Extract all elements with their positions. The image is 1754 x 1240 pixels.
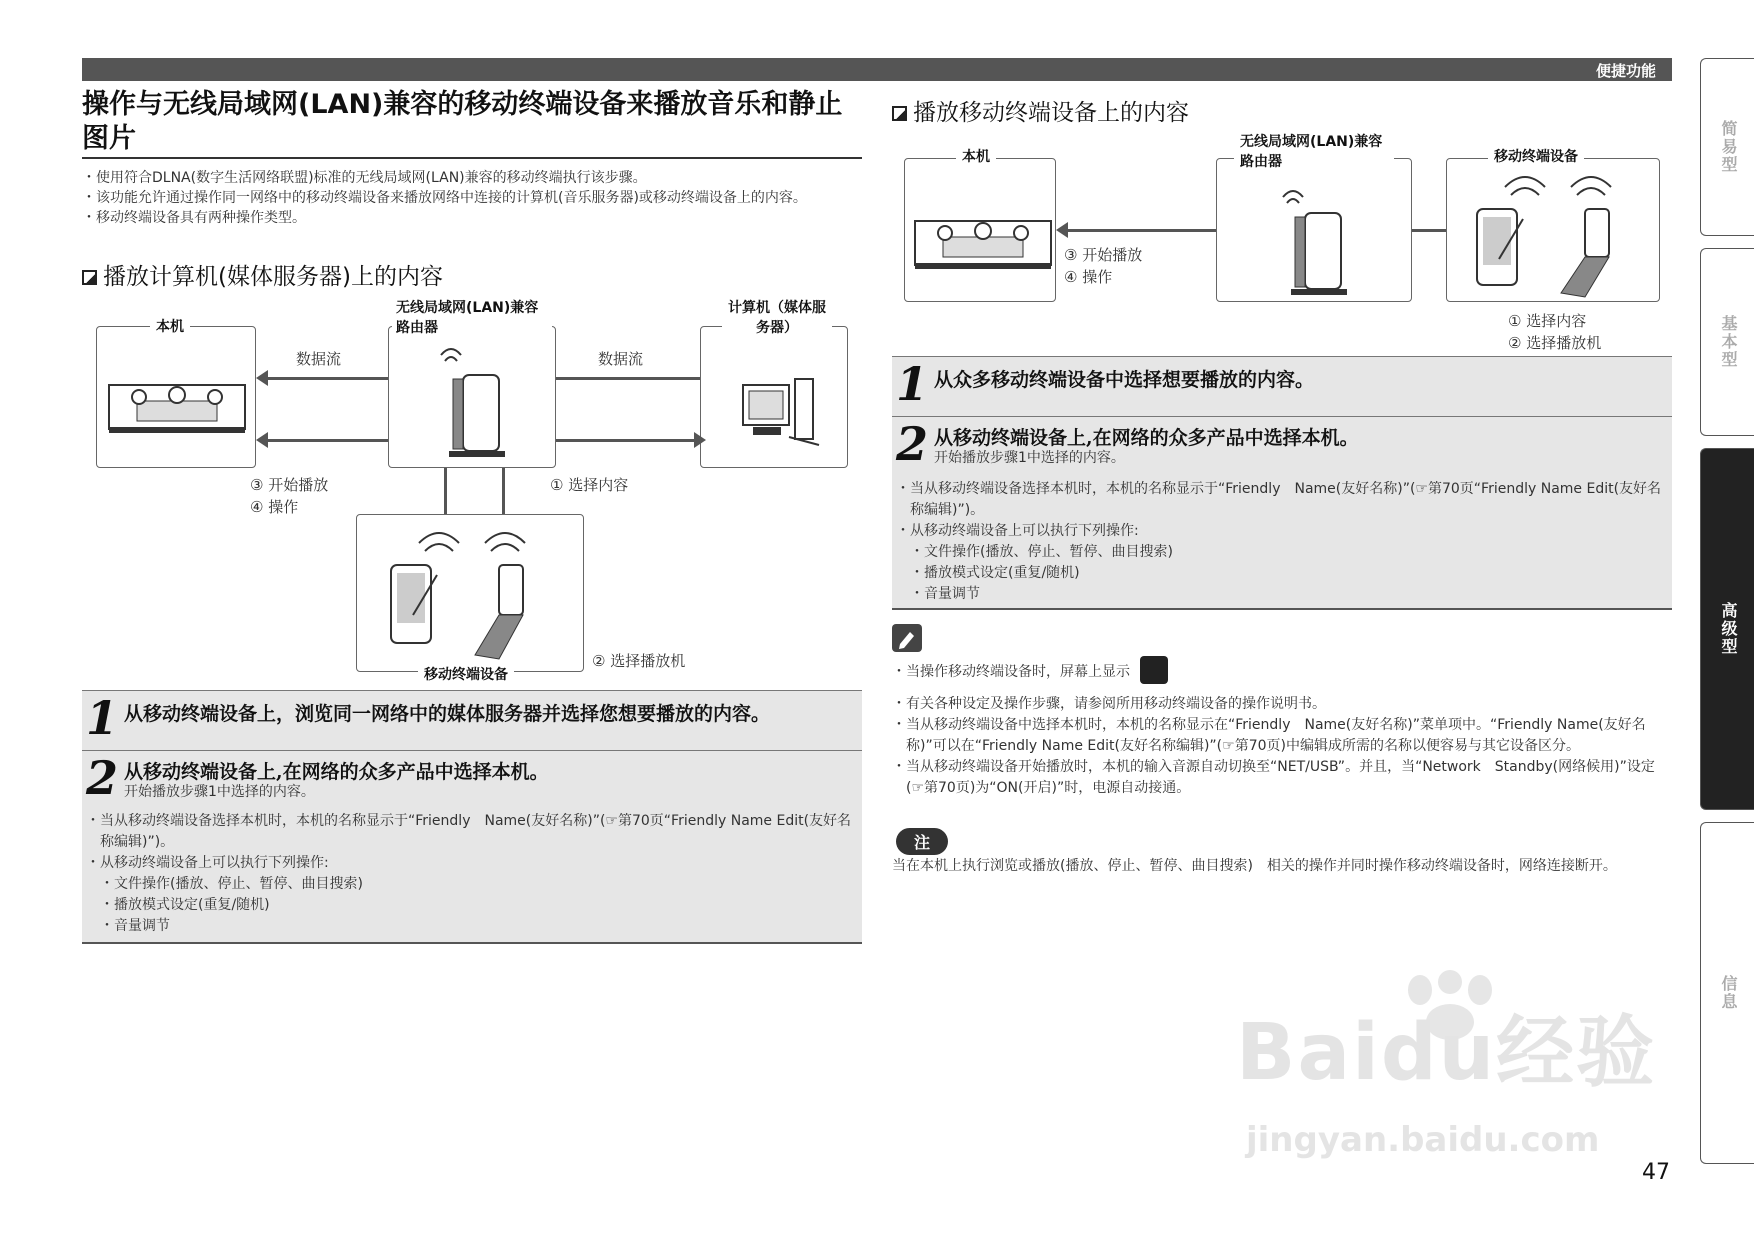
operate-label: ④ 操作 (250, 498, 299, 516)
step-number: 2 (896, 417, 929, 471)
unit-box (904, 158, 1056, 302)
operate-label: ④ 操作 (1064, 268, 1113, 286)
step-title: 从移动终端设备上,在网络的众多产品中选择本机。 (124, 761, 549, 783)
router-label: 无线局域网(LAN)兼容路由器 (1234, 132, 1394, 172)
tab-info[interactable]: 信息 (1700, 822, 1754, 1164)
step-subtitle: 开始播放步骤1中选择的内容。 (124, 784, 315, 800)
memo-notes (892, 656, 1672, 799)
control-arrow (262, 439, 388, 442)
select-content-label: ① 选择内容 (1508, 312, 1587, 330)
intro-bullet: ・使用符合DLNA(数字生活网络联盟)标准的无线局域网(LAN)兼容的移动终端执行该步骤。 (82, 170, 647, 186)
section-header-bar (82, 58, 1672, 81)
memo-item: ・当从移动终端设备开始播放时，本机的输入音源自动切换至“NET/USB”。并且，当“Network Standby(网络候用)”设定(☞第70页)为“ON(开启)”时，电源自动接通。 (892, 759, 1655, 796)
pencil-memo-icon (892, 624, 922, 652)
note-subitem: ・文件操作(播放、停止、暂停、曲目搜索) (100, 876, 363, 892)
mobile-control-screen-icon (1140, 656, 1168, 684)
tab-simple[interactable]: 简易型 (1700, 58, 1754, 236)
router-box (388, 326, 556, 468)
note-item: ・当从移动终端设备选择本机时，本机的名称显示于“Friendly Name(友好名称)”(☞第70页“Friendly Name Edit(友好名称编辑)”)。 (896, 481, 1662, 518)
intro-bullets (82, 168, 862, 228)
step-notes (86, 811, 856, 937)
memo-item: ・有关各种设定及操作步骤，请参阅所用移动终端设备的操作说明书。 (892, 696, 1326, 712)
right-section-heading: 播放移动终端设备上的内容 (892, 94, 1189, 127)
mobile-box (356, 514, 584, 672)
note-subitem: ・播放模式设定(重复/随机) (910, 565, 1080, 581)
caution-text: 当在本机上执行浏览或播放(播放、停止、暂停、曲目搜索) 相关的操作并同时操作移动终端设备时，网络连接断开。 (892, 858, 1617, 874)
step-1-box (892, 356, 1672, 416)
mobile-label: 移动终端设备 (418, 664, 514, 684)
dataflow-label: 数据流 (598, 350, 644, 368)
mobile-box (1446, 158, 1660, 302)
note-item: ・从移动终端设备上可以执行下列操作: (896, 523, 1139, 539)
intro-bullet: ・移动终端设备具有两种操作类型。 (82, 210, 306, 226)
select-player-label: ② 选择播放机 (592, 652, 686, 670)
note-subitem: ・播放模式设定(重复/随机) (100, 897, 270, 913)
receiver-icon (913, 213, 1053, 273)
note-subitem: ・音量调节 (100, 918, 170, 934)
computer-box (700, 326, 848, 468)
arrowhead-left-icon (1056, 222, 1068, 238)
router-label: 无线局域网(LAN)兼容路由器 (392, 298, 552, 338)
connector-line (1412, 229, 1446, 232)
note-subitem: ・文件操作(播放、停止、暂停、曲目搜索) (910, 544, 1173, 560)
watermark-logo: Baidu经验 (1236, 1008, 1657, 1098)
left-section-heading: 播放计算机(媒体服务器)上的内容 (82, 258, 443, 291)
dataflow-label: 数据流 (296, 350, 342, 368)
watermark-url: jingyan.baidu.com (1246, 1120, 1600, 1160)
data-flow-arrow (262, 377, 388, 380)
checkbox-bullet-icon (892, 106, 907, 121)
note-subitem: ・音量调节 (910, 586, 980, 602)
unit-label: 本机 (956, 146, 996, 166)
mobile-devices-icon (1467, 169, 1647, 299)
step-notes (896, 479, 1666, 605)
unit-label: 本机 (150, 316, 190, 336)
control-arrow (556, 439, 694, 442)
step-title: 从移动终端设备上,在网络的众多产品中选择本机。 (934, 427, 1359, 449)
note-item: ・当从移动终端设备选择本机时，本机的名称显示于“Friendly Name(友好名称)”(☞第70页“Friendly Name Edit(友好名称编辑)”)。 (86, 813, 852, 850)
arrowhead-right-icon (694, 432, 706, 448)
unit-box (96, 326, 256, 468)
router-box (1216, 158, 1412, 302)
computer-label: 计算机（媒体服务器） (722, 298, 832, 338)
play-arrow (1062, 229, 1216, 232)
mobile-devices-icon (381, 525, 571, 665)
caution-badge: 注 (896, 828, 948, 855)
tab-advanced[interactable]: 高级型 (1700, 448, 1754, 810)
checkbox-bullet-icon (82, 270, 97, 285)
receiver-icon (107, 377, 247, 437)
section-label: 便捷功能 (1595, 62, 1656, 80)
router-icon (1267, 189, 1367, 301)
title-divider (82, 157, 862, 159)
page-title: 操作与无线局域网(LAN)兼容的移动终端设备来播放音乐和静止图片 (82, 89, 843, 154)
memo-item: ・当操作移动终端设备时，屏幕上显示 (892, 656, 1672, 684)
intro-bullet: ・该功能允许通过操作同一网络中的移动终端设备来播放网络中连接的计算机(音乐服务器)或移动终端设备上的内容。 (82, 190, 807, 206)
start-play-label: ③ 开始播放 (1064, 246, 1143, 264)
start-play-label: ③ 开始播放 (250, 476, 329, 494)
note-item: ・从移动终端设备上可以执行下列操作: (86, 855, 329, 871)
step-2-box (892, 416, 1672, 610)
step-number: 2 (86, 751, 119, 805)
step-title: 从众多移动终端设备中选择想要播放的内容。 (934, 369, 1315, 391)
step-number: 1 (86, 691, 119, 745)
select-player-label: ② 选择播放机 (1508, 334, 1602, 352)
step-number: 1 (896, 357, 929, 411)
router-icon (425, 345, 525, 463)
connector-line (502, 468, 505, 514)
data-flow-arrow (556, 377, 700, 380)
connector-line (444, 468, 447, 514)
memo-item: ・当从移动终端设备中选择本机时，本机的名称显示在“Friendly Name(友好名称)”菜单项中。“Friendly Name(友好名称)”可以在“Friendly Name Edit(友好名称编辑)”(☞第70页)中编辑成所需的名称以便容易与其它设备区分。 (892, 717, 1646, 754)
select-content-label: ① 选择内容 (550, 476, 629, 494)
page-number: 47 (1642, 1160, 1670, 1185)
arrowhead-left-icon (256, 370, 268, 386)
computer-icon (739, 375, 829, 455)
step-subtitle: 开始播放步骤1中选择的内容。 (934, 450, 1125, 466)
mobile-label: 移动终端设备 (1488, 146, 1584, 166)
step-1-box (82, 690, 862, 750)
tab-basic[interactable]: 基本型 (1700, 248, 1754, 436)
step-title: 从移动终端设备上，浏览同一网络中的媒体服务器并选择您想要播放的内容。 (124, 703, 771, 725)
arrowhead-left-icon (256, 432, 268, 448)
step-2-box (82, 750, 862, 944)
